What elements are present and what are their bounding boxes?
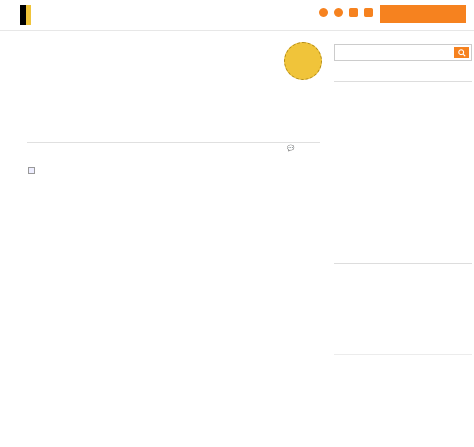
article-body — [27, 184, 325, 188]
search-button[interactable] — [454, 47, 469, 58]
facebook-icon[interactable] — [319, 8, 328, 17]
top-posts-rule — [334, 263, 472, 264]
social-links — [319, 8, 373, 17]
instagram-icon[interactable] — [364, 8, 373, 17]
linkedin-icon[interactable] — [349, 8, 358, 17]
comments-link[interactable] — [287, 145, 296, 152]
top-posts-divider — [334, 354, 472, 355]
broken-image-icon — [28, 167, 35, 174]
comment-icon: 💬 — [287, 146, 295, 152]
silver-blog-badge — [284, 42, 322, 80]
join-newsletter-button[interactable] — [380, 5, 466, 23]
search-input[interactable] — [335, 45, 453, 60]
search-icon — [458, 49, 466, 57]
latest-news-rule — [334, 81, 472, 82]
search-box — [334, 44, 472, 61]
logo-nuggets-text — [26, 5, 31, 25]
top-navigation-bar — [0, 0, 474, 31]
kdnuggets-logo[interactable] — [20, 5, 31, 25]
divider — [27, 142, 320, 143]
twitter-icon[interactable] — [334, 8, 343, 17]
